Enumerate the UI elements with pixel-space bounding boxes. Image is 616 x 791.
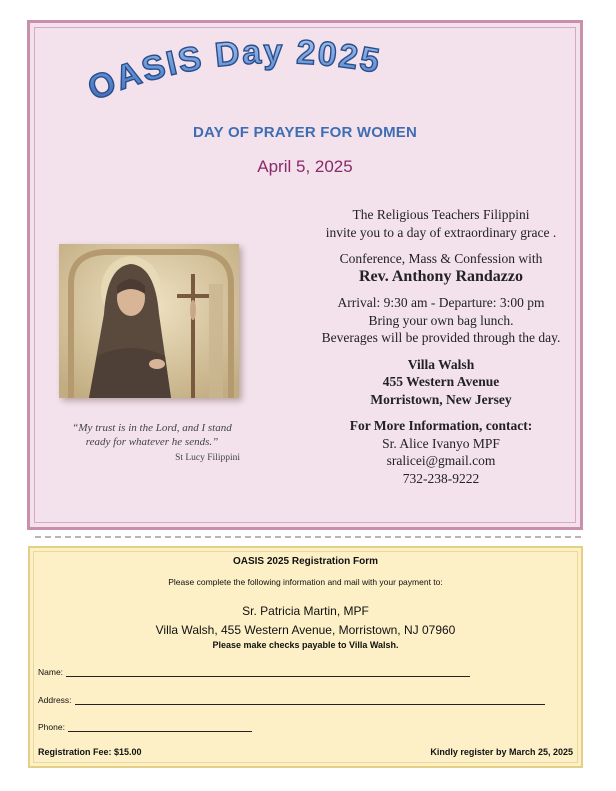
event-date: April 5, 2025 [257, 157, 353, 176]
event-subtitle: DAY OF PRAYER FOR WOMEN [192, 124, 418, 141]
venue-street: 455 Western Avenue [382, 374, 500, 389]
intro-line-2: invite you to a day of extraordinary grace . [325, 224, 557, 240]
lunch-note: Bring your own bag lunch. [368, 312, 514, 328]
quote [58, 421, 246, 449]
form-title: OASIS 2025 Registration Form [232, 556, 379, 567]
quote-line-1: “My trust is in the Lord, and I stand [72, 422, 232, 434]
venue-city: Morristown, New Jersey [370, 391, 512, 407]
event-title-text: OASIS Day 2025 [82, 32, 384, 109]
event-info [306, 206, 576, 487]
contact-email: sralicei@gmail.com [386, 453, 496, 468]
address-input-line[interactable] [75, 695, 545, 705]
registration-form [28, 546, 583, 768]
registration-deadline: Kindly register by March 25, 2025 [430, 747, 573, 757]
name-label: Name: [38, 667, 64, 677]
address-field [38, 695, 545, 705]
contact-phone: 732-238-9222 [402, 470, 480, 486]
flyer-panel [27, 20, 583, 530]
phone-input-line[interactable] [68, 722, 252, 732]
contact-heading: For More Information, contact: [349, 418, 533, 433]
conference-line: Conference, Mass & Confession with [339, 251, 543, 266]
speaker-name: Rev. Anthony Randazzo [358, 267, 524, 285]
quote-line-2: ready for whatever he sends.” [85, 436, 219, 448]
address-label: Address: [38, 695, 72, 705]
mail-recipient: Sr. Patricia Martin, MPF [242, 604, 369, 618]
cut-line-divider [35, 536, 581, 538]
saint-portrait-image [59, 244, 239, 398]
name-field [38, 667, 470, 677]
event-times: Arrival: 9:30 am - Departure: 3:00 pm [337, 295, 545, 310]
quote-author: St Lucy Filippini [175, 453, 240, 463]
phone-field [38, 722, 252, 732]
beverages-note: Beverages will be provided through the day. [321, 330, 561, 345]
phone-label: Phone: [38, 722, 65, 732]
intro-line-1: The Religious Teachers Filippini [352, 207, 530, 222]
form-instructions: Please complete the following information and mail with your payment to: [168, 577, 443, 587]
name-input-line[interactable] [66, 667, 470, 677]
venue-name: Villa Walsh [407, 356, 475, 372]
mail-address: Villa Walsh, 455 Western Avenue, Morristown, NJ 07960 [155, 623, 456, 637]
registration-fee: Registration Fee: $15.00 [38, 747, 142, 757]
contact-name: Sr. Alice Ivanyo MPF [382, 435, 500, 451]
checks-payable-note: Please make checks payable to Villa Walsh. [212, 640, 399, 650]
